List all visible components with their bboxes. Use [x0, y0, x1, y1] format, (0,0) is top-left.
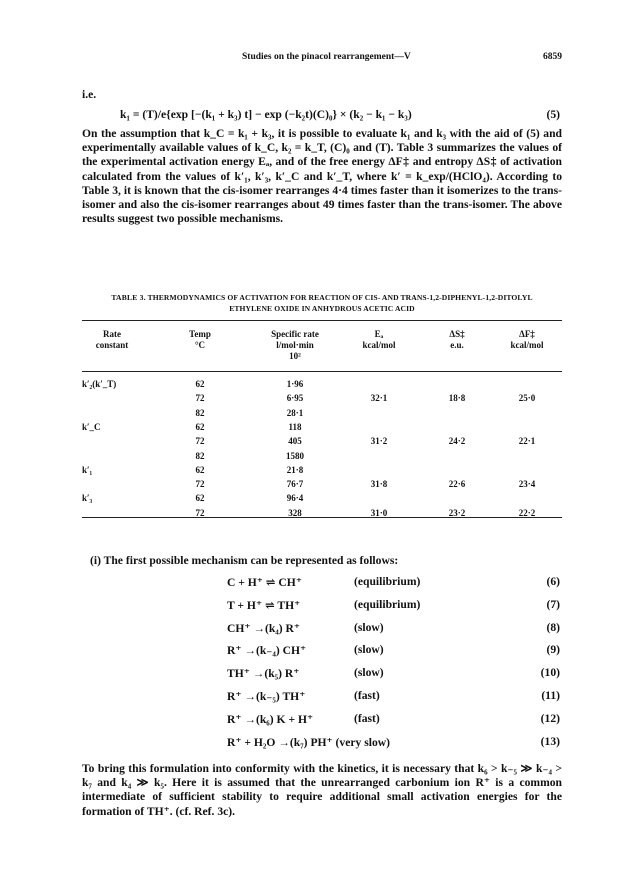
- mechanism-step: [82, 712, 562, 732]
- header-specific-rate: Specific rate l/mol·min 10²: [271, 329, 319, 361]
- equation-5-body: k₁ = (T)/e{exp [−(k₁ + k₃) t] − exp (−k₂t)(C)₀} × (k₂ − k₁ − k₃): [120, 108, 412, 121]
- mechanism-note: (slow): [354, 620, 384, 634]
- table-cell: k′₂(k′_T): [82, 379, 117, 389]
- mechanism-note: (fast): [354, 689, 380, 702]
- table-header-rule: [82, 371, 562, 372]
- mechanism-number: (11): [541, 689, 560, 702]
- table-cell: k′₁: [82, 464, 93, 475]
- mechanism-number: (10): [540, 666, 560, 680]
- mechanism-note: (equilibrium): [354, 597, 421, 611]
- table-cell: k′₃: [82, 493, 93, 504]
- table-caption-line1: THERMODYNAMICS OF ACTIVATION FOR REACTION OF CIS- AND TRANS-1,2-DIPHENYL-1,2-DITOLYL: [147, 293, 533, 302]
- mechanism-number: (6): [546, 575, 560, 588]
- table-cell: 23·4: [518, 479, 536, 490]
- table-cell: 18·8: [448, 393, 466, 404]
- mechanism-note: (slow): [354, 643, 384, 657]
- table-cell: 24·2: [448, 436, 466, 447]
- mechanism-step: [82, 689, 562, 709]
- mechanism-reaction: R⁺ →(k₋₅) TH⁺: [227, 690, 306, 703]
- header-rate-constant: Rate constant: [95, 329, 129, 350]
- mechanism-intro: (i) The first possible mechanism can be represented as follows:: [90, 554, 399, 567]
- table-cell: 1·96: [286, 379, 304, 389]
- ie-text: i.e.: [82, 88, 97, 101]
- table-cell: k′_C: [82, 421, 101, 432]
- header-temp: Temp °C: [189, 329, 211, 350]
- table-cell: 72: [195, 507, 205, 518]
- table-caption-line2: ETHYLENE OXIDE IN ANHYDROUS ACETIC ACID: [229, 304, 415, 313]
- table-cell: 62: [195, 421, 205, 432]
- table-cell: 32·1: [370, 393, 388, 404]
- mechanism-reaction: R⁺ →(k₋₄) CH⁺: [227, 644, 307, 658]
- table-caption: [82, 292, 562, 314]
- table-cell: 405: [288, 436, 302, 447]
- header-ea: Eₐ kcal/mol: [362, 329, 396, 350]
- mechanism-note: (equilibrium): [354, 575, 421, 588]
- mechanism-reaction: R⁺ + H₂O →(k₇) PH⁺ (very slow): [227, 735, 390, 749]
- table-cell: 62: [195, 464, 205, 475]
- table-cell: 76·7: [286, 479, 304, 490]
- running-title: Studies on the pinacol rearrangement—V: [242, 52, 411, 62]
- mechanism-reaction: TH⁺ →(k₅) R⁺: [227, 667, 300, 681]
- mechanism-step: [82, 643, 562, 663]
- mechanism-reaction: C + H⁺ ⇌ CH⁺: [227, 576, 302, 589]
- table-cell: 82: [195, 450, 205, 461]
- mechanism-step: [82, 575, 562, 595]
- page-number: 6859: [543, 52, 562, 62]
- table-top-rule: [82, 320, 562, 321]
- table-cell: 62: [195, 493, 205, 504]
- table-cell: 328: [288, 507, 302, 518]
- equation-5-number: (5): [546, 108, 560, 121]
- table-cell: 22·6: [448, 479, 466, 490]
- mechanism-reaction: CH⁺ →(k₄) R⁺: [227, 621, 301, 635]
- mechanism-reaction: R⁺ →(k₆) K + H⁺: [227, 712, 314, 726]
- table-cell: 25·0: [518, 393, 536, 404]
- table-cell: 96·4: [286, 493, 304, 504]
- table-cell: 22·1: [518, 436, 536, 447]
- mechanism-note: (fast): [354, 711, 380, 725]
- mechanism-step: [82, 598, 562, 618]
- mechanism-number: (12): [540, 711, 560, 725]
- mechanism-number: (7): [546, 597, 560, 611]
- table-label: TABLE 3.: [111, 293, 146, 302]
- table-cell: 72: [195, 479, 205, 490]
- table-cell: 62: [195, 379, 205, 389]
- mechanism-number: (8): [546, 620, 560, 634]
- mechanism-step: [82, 666, 562, 686]
- table-cell: 22·2: [518, 507, 536, 518]
- mechanism-step: [82, 621, 562, 641]
- mechanism-note: (slow): [354, 666, 384, 680]
- mechanism-reaction: T + H⁺ ⇌ TH⁺: [227, 598, 301, 612]
- table-cell: 23·2: [448, 507, 466, 518]
- table-cell: 6·95: [286, 393, 304, 404]
- table-cell: 31·0: [370, 507, 388, 518]
- running-header: [82, 52, 562, 66]
- paragraph-2: To bring this formulation into conformity with the kinetics, it is necessary that k₆ > k₋₅ ≫ k₋₄ > k₇ and k₄ ≫ k₅. Here it is assumed that the unrearranged carbonium ion R⁺ is a common intermediate of sufficient stability to require additional small activation energies for the formation of TH⁺. (cf. Ref. 3c).: [82, 762, 562, 818]
- paragraph-1: On the assumption that k_C = k₁ + k₃, it is possible to evaluate k₁ and k₃ with the aid of (5) and experimentally available values of k_C, k₂ = k_T, (C)₀ and (T). Table 3 summarizes the values of the experimental activation energy Eₐ, and of the free energy ΔF‡ and entropy ΔS‡ of activation calculated from the values of k′₁, k′₃, k′_C and k′_T, where k′ = k_exp/(HClO₄). According to Table 3, it is known that the cis-isomer rearranges 4·4 times faster than it isomerizes to the trans-isomer and also the cis-isomer rearranges about 49 times faster than the trans-isomer. The above results suggest two possible mechanisms.: [82, 127, 562, 226]
- table-cell: 82: [195, 407, 205, 418]
- mechanism-step: [82, 735, 562, 755]
- table-cell: 118: [288, 421, 302, 432]
- header-ds: ΔS‡ e.u.: [449, 329, 465, 350]
- table-cell: 31·8: [370, 479, 388, 490]
- table-cell: 72: [195, 393, 205, 404]
- header-df: ΔF‡ kcal/mol: [510, 329, 544, 350]
- mechanism-number: (9): [546, 643, 560, 657]
- table-cell: 72: [195, 436, 205, 447]
- table-cell: 31·2: [370, 436, 388, 447]
- mechanism-number: (13): [540, 734, 560, 748]
- table-cell: 1580: [286, 450, 304, 461]
- table-cell: 21·8: [286, 464, 304, 475]
- table-cell: 28·1: [286, 407, 304, 418]
